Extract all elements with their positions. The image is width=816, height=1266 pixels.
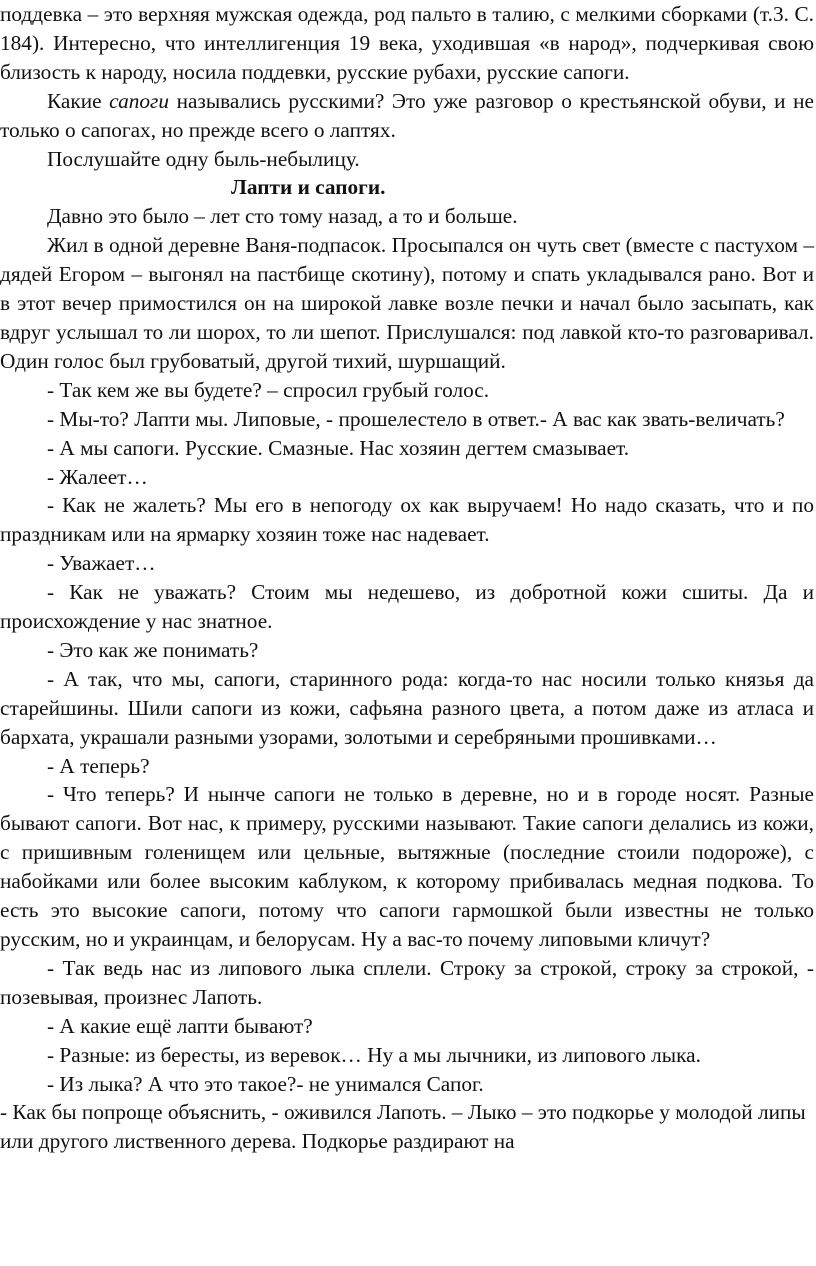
dialogue-line: - Это как же понимать? <box>47 637 259 662</box>
intro-paragraph-1: поддевка – это верхняя мужская одежда, род пальто в талию, с мелкими сборками (т.3. С. 184). Интересно, что интеллигенция 19 века, уходившая «в народ», подчеркивая свою близость к народу, носила поддевки, русские рубахи, русские сапоги. <box>0 2 814 84</box>
dialogue-line: - Жалеет… <box>47 464 148 489</box>
dialogue-line: - Как не уважать? Стоим мы недешево, из добротной кожи сшиты. Да и происхождение у нас знатное. <box>0 580 814 634</box>
dialogue-line: - А мы сапоги. Русские. Смазные. Нас хозяин дегтем смазывает. <box>47 435 630 460</box>
dialogue-line: - Разные: из бересты, из веревок… Ну а мы лычники, из липового лыка. <box>47 1042 701 1067</box>
story-paragraph: Жил в одной деревне Ваня-подпасок. Просыпался он чуть свет (вместе с пастухом – дядей Егором – выгонял на пастбище скотину), потому и спать укладывался рано. Вот и в этот вечер примостился он на широкой лавке возле печки и начал было засыпать, как вдруг услышал то ли шорох, то ли шепот. Прислушался: под лавкой кто-то разговаривал. Один голос был грубоватый, другой тихий, шуршащий. <box>0 233 814 373</box>
intro-paragraph-2-start: Какие <box>47 88 110 113</box>
story-paragraph: Давно это было – лет сто тому назад, а то и больше. <box>47 204 518 229</box>
dialogue-line: - Уважает… <box>47 551 156 576</box>
dialogue-line: - А так, что мы, сапоги, старинного рода: когда-то нас носили только князья да старейшины. Шили сапоги из кожи, сафьяна разного цвета, а потом даже из атласа и бархата, украшали разными узорами, золотыми и серебряными прошивками… <box>0 666 814 749</box>
dialogue-line: - Что теперь? И нынче сапоги не только в деревне, но и в городе носят. Разные бывают сапоги. Вот нас, к примеру, русскими называют. Такие сапоги делались из кожи, с пришивным голенищем или цельные, вытяжные (последние стоили подороже), с набойками или более высоким каблуком, к которому прибивалась медная подкова. То есть это высокие сапоги, потому что сапоги гармошкой были известны не только русским, но и украинцам, и белорусам. Ну а вас-то почему липовыми кличут? <box>0 782 814 951</box>
dialogue-line: - Мы-то? Лапти мы. Липовые, - прошелестело в ответ.- А вас как звать-величать? <box>47 406 785 431</box>
dialogue-line: - А какие ещё лапти бывают? <box>47 1013 313 1038</box>
intro-paragraph-2-end: назывались русскими? Это уже разговор о крестьянской обуви, и не только о сапогах, но прежде всего о лаптях. <box>0 88 814 142</box>
dialogue-line: - Как не жалеть? Мы его в непогоду ох как выручаем! Но надо сказать, что и по праздникам или на ярмарку хозяин тоже нас надевает. <box>0 493 814 547</box>
dialogue-line: - Так ведь нас из липового лыка сплели. Строку за строкой, строку за строкой, - позевывая, произнес Лапоть. <box>0 955 814 1009</box>
intro-paragraph-2 <box>0 87 814 145</box>
italic-word-sapogi: сапоги <box>109 88 169 113</box>
story-title: Лапти и сапоги. <box>231 175 386 200</box>
dialogue-line-last: - Как бы попроще объяснить, - оживился Лапоть. – Лыко – это подкорье у молодой липы или другого лиственного дерева. Подкорье раздирают на <box>0 1100 806 1154</box>
dialogue-line: - Из лыка? А что это такое?- не унимался Сапог. <box>47 1071 484 1096</box>
dialogue-line: - А теперь? <box>47 753 150 778</box>
dialogue-line: - Так кем же вы будете? – спросил грубый голос. <box>47 377 490 402</box>
intro-paragraph-3: Послушайте одну быль-небылицу. <box>47 146 360 171</box>
